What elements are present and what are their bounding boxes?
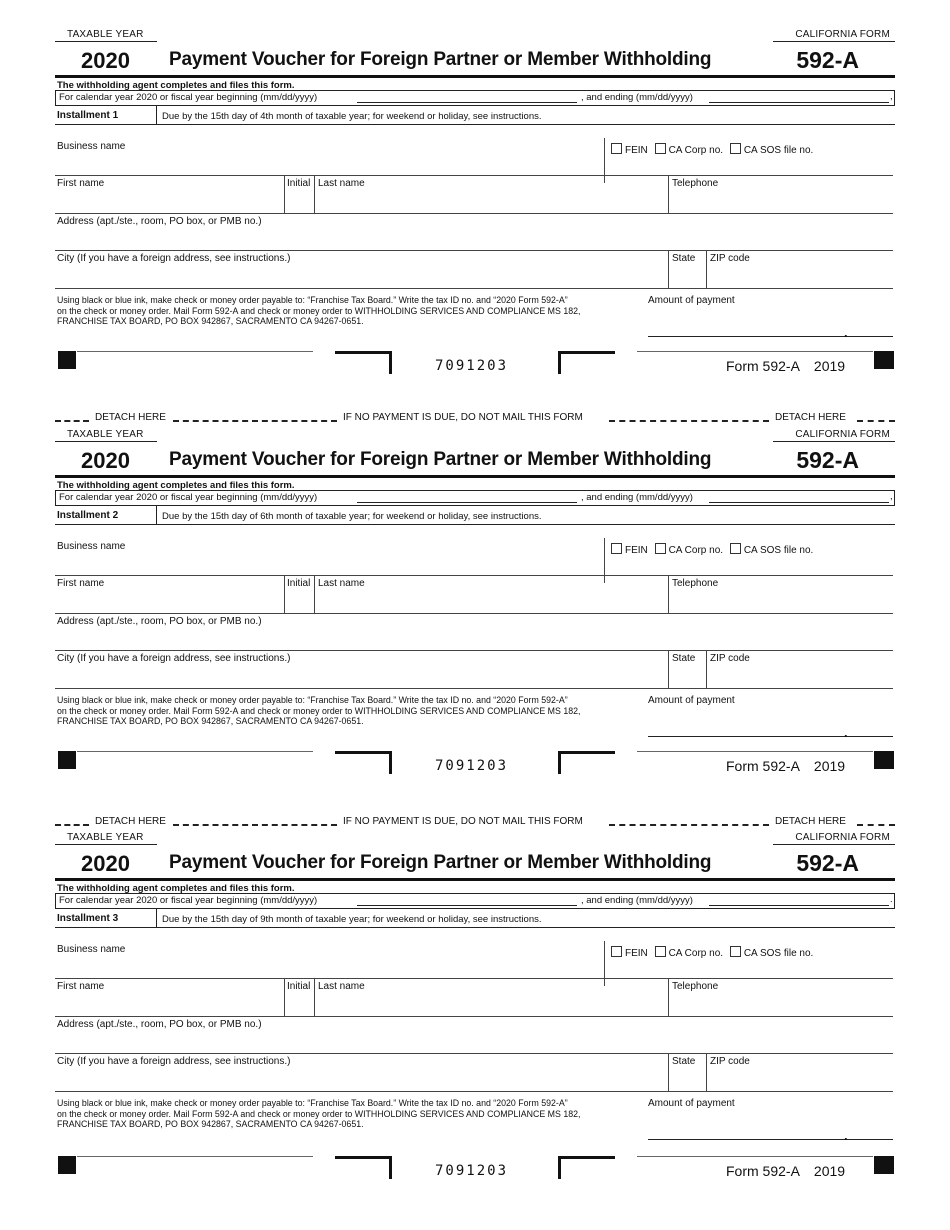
registration-mark-left	[58, 351, 76, 369]
ca-corp-checkbox[interactable]	[655, 543, 666, 554]
row-rule-business	[55, 175, 893, 176]
id-type-options	[607, 946, 813, 959]
fiscal-comma: ,	[890, 91, 893, 102]
scan-rule-left	[77, 351, 313, 352]
installment-rule	[55, 524, 895, 525]
amount-decimal-dot: .	[844, 1128, 848, 1143]
fein-checkbox[interactable]	[611, 143, 622, 154]
dash-segment	[609, 420, 769, 422]
row-rule-city	[55, 688, 893, 689]
fiscal-ending-label: , and ending (mm/dd/yyyy)	[581, 895, 693, 906]
instructions-line-2: on the check or money order. Mail Form 592-A and check or money order to WITHHOLDING SERVICES AND COMPLIANCE MS 182,	[57, 305, 581, 316]
installment-due-text: Due by the 15th day of 9th month of taxable year; for weekend or holiday, see instructions.	[162, 914, 542, 925]
california-form-label: CALIFORNIA FORM	[795, 832, 890, 843]
amount-field[interactable]	[648, 1139, 893, 1140]
instructions-line-1: Using black or blue ink, make check or money order payable to: “Franchise Tax Board.” Write the tax ID no. and “2020 Form 592-A”	[57, 295, 568, 305]
row-rule-address	[55, 650, 893, 651]
detach-line-1	[55, 412, 895, 426]
zip-divider	[706, 1053, 707, 1091]
form-title: Payment Voucher for Foreign Partner or Member Withholding	[169, 852, 712, 873]
installment-label: Installment 2	[57, 510, 119, 521]
instructions-line-3: FRANCHISE TAX BOARD, PO BOX 942867, SACRAMENTO CA 94267-0651.	[57, 716, 364, 726]
detach-center-label: IF NO PAYMENT IS DUE, DO NOT MAIL THIS FORM	[343, 412, 583, 423]
telephone-divider	[668, 575, 669, 613]
instructions-line-3: FRANCHISE TAX BOARD, PO BOX 942867, SACRAMENTO CA 94267-0651.	[57, 316, 364, 326]
scan-bracket-left	[335, 351, 392, 374]
detach-left-label: DETACH HERE	[95, 412, 166, 423]
installment-rule	[55, 124, 895, 125]
agent-note: The withholding agent completes and files this form.	[57, 883, 295, 894]
amount-field[interactable]	[648, 336, 893, 337]
fiscal-year-label: For calendar year 2020 or fiscal year beginning (mm/dd/yyyy)	[59, 895, 318, 906]
scan-rule-right	[637, 751, 873, 752]
zip-label: ZIP code	[710, 653, 750, 664]
last-name-label: Last name	[318, 578, 365, 589]
ca-sos-checkbox[interactable]	[730, 946, 741, 957]
scan-rule-left	[77, 751, 313, 752]
registration-mark-right	[874, 351, 894, 369]
scan-bracket-right	[558, 351, 615, 374]
last-name-label: Last name	[318, 178, 365, 189]
agent-note: The withholding agent completes and files this form.	[57, 80, 295, 91]
initial-label: Initial	[287, 981, 311, 992]
telephone-divider	[668, 175, 669, 213]
detach-center-label: IF NO PAYMENT IS DUE, DO NOT MAIL THIS FORM	[343, 816, 583, 827]
detach-left-label: DETACH HERE	[95, 816, 166, 827]
title-rule	[55, 75, 895, 78]
detach-right-label: DETACH HERE	[775, 816, 846, 827]
last-name-divider	[314, 978, 315, 1016]
form-number: 592-A	[796, 47, 859, 73]
state-label: State	[672, 1056, 696, 1067]
scanline-code: 7091203	[435, 758, 509, 774]
detach-line-2	[55, 816, 895, 830]
last-name-divider	[314, 575, 315, 613]
fein-label: FEIN	[625, 545, 648, 556]
mailing-instructions	[57, 295, 627, 327]
title-rule	[55, 475, 895, 478]
row-rule-name	[55, 613, 893, 614]
header-rule-left	[55, 41, 157, 42]
scan-rule-right	[637, 1156, 873, 1157]
telephone-divider	[668, 978, 669, 1016]
registration-mark-left	[58, 1156, 76, 1174]
installment-rule	[55, 927, 895, 928]
taxable-year-label: TAXABLE YEAR	[67, 429, 144, 440]
amount-decimal-dot: .	[844, 325, 848, 340]
fiscal-ending-label: , and ending (mm/dd/yyyy)	[581, 492, 693, 503]
instructions-line-2: on the check or money order. Mail Form 592-A and check or money order to WITHHOLDING SERVICES AND COMPLIANCE MS 182,	[57, 1108, 581, 1119]
installment-due-text: Due by the 15th day of 4th month of taxable year; for weekend or holiday, see instructions.	[162, 111, 542, 122]
last-name-divider	[314, 175, 315, 213]
scan-bracket-right	[558, 1156, 615, 1179]
last-name-label: Last name	[318, 981, 365, 992]
first-name-label: First name	[57, 178, 105, 189]
taxable-year: 2020	[81, 851, 130, 876]
address-label: Address (apt./ste., room, PO box, or PMB no.)	[57, 216, 262, 227]
zip-label: ZIP code	[710, 1056, 750, 1067]
voucher-installment-3	[55, 832, 895, 1212]
address-label: Address (apt./ste., room, PO box, or PMB no.)	[57, 616, 262, 627]
business-name-label: Business name	[57, 944, 126, 955]
fein-checkbox[interactable]	[611, 946, 622, 957]
voucher-installment-1	[55, 29, 895, 409]
title-rule	[55, 878, 895, 881]
amount-decimal-dot: .	[844, 725, 848, 740]
scan-bracket-right	[558, 751, 615, 774]
row-rule-business	[55, 575, 893, 576]
scan-bracket-left	[335, 751, 392, 774]
scanline-code: 7091203	[435, 1163, 509, 1179]
ca-corp-label: CA Corp no.	[668, 145, 724, 156]
row-rule-address	[55, 1053, 893, 1054]
initial-divider	[284, 978, 285, 1016]
address-label: Address (apt./ste., room, PO box, or PMB no.)	[57, 1019, 262, 1030]
fiscal-begin-field[interactable]	[357, 102, 577, 103]
mailing-instructions	[57, 1098, 627, 1130]
ca-sos-label: CA SOS file no.	[743, 948, 814, 959]
state-label: State	[672, 253, 696, 264]
california-form-label: CALIFORNIA FORM	[795, 429, 890, 440]
registration-mark-left	[58, 751, 76, 769]
fein-label: FEIN	[625, 145, 648, 156]
row-rule-business	[55, 978, 893, 979]
form-title: Payment Voucher for Foreign Partner or Member Withholding	[169, 449, 712, 470]
city-label: City (If you have a foreign address, see instructions.)	[57, 653, 291, 664]
taxable-year: 2020	[81, 48, 130, 73]
ca-corp-checkbox[interactable]	[655, 946, 666, 957]
ca-sos-checkbox[interactable]	[730, 543, 741, 554]
mailing-instructions	[57, 695, 627, 727]
row-rule-city	[55, 288, 893, 289]
header-rule-left	[55, 441, 157, 442]
ca-corp-label: CA Corp no.	[668, 545, 724, 556]
amount-label: Amount of payment	[648, 295, 735, 306]
fiscal-end-field[interactable]	[709, 502, 889, 503]
dash-segment	[173, 420, 337, 422]
installment-label: Installment 3	[57, 913, 119, 924]
row-rule-name	[55, 213, 893, 214]
fiscal-year-label: For calendar year 2020 or fiscal year beginning (mm/dd/yyyy)	[59, 92, 318, 103]
scan-bracket-left	[335, 1156, 392, 1179]
installment-due-text: Due by the 15th day of 6th month of taxable year; for weekend or holiday, see instructions.	[162, 511, 542, 522]
state-divider	[668, 250, 669, 288]
business-name-label: Business name	[57, 141, 126, 152]
amount-label: Amount of payment	[648, 695, 735, 706]
id-type-divider	[604, 941, 605, 986]
agent-note: The withholding agent completes and files this form.	[57, 480, 295, 491]
footer-year: 2019	[813, 1163, 846, 1179]
fiscal-begin-field[interactable]	[357, 905, 577, 906]
initial-divider	[284, 175, 285, 213]
row-rule-name	[55, 1016, 893, 1017]
telephone-label: Telephone	[672, 578, 719, 589]
fiscal-comma: ,	[890, 491, 893, 502]
state-divider	[668, 1053, 669, 1091]
footer-year: 2019	[813, 358, 846, 374]
initial-label: Initial	[287, 578, 311, 589]
id-type-divider	[604, 138, 605, 183]
registration-mark-right	[874, 1156, 894, 1174]
form-footer	[726, 358, 845, 374]
scanline-code: 7091203	[435, 358, 509, 374]
initial-label: Initial	[287, 178, 311, 189]
row-rule-address	[55, 250, 893, 251]
fiscal-begin-field[interactable]	[357, 502, 577, 503]
form-number: 592-A	[796, 447, 859, 473]
header-rule-right	[773, 41, 895, 42]
fein-checkbox[interactable]	[611, 543, 622, 554]
city-label: City (If you have a foreign address, see instructions.)	[57, 253, 291, 264]
footer-year: 2019	[813, 758, 846, 774]
form-footer	[726, 758, 845, 774]
business-name-label: Business name	[57, 541, 126, 552]
zip-divider	[706, 650, 707, 688]
dash-segment	[55, 824, 89, 826]
form-title: Payment Voucher for Foreign Partner or Member Withholding	[169, 49, 712, 70]
city-label: City (If you have a foreign address, see instructions.)	[57, 1056, 291, 1067]
fiscal-year-label: For calendar year 2020 or fiscal year beginning (mm/dd/yyyy)	[59, 492, 318, 503]
initial-divider	[284, 575, 285, 613]
form-number: 592-A	[796, 850, 859, 876]
header-rule-right	[773, 441, 895, 442]
footer-form-label: Form 592-A	[726, 758, 800, 774]
california-form-label: CALIFORNIA FORM	[795, 29, 890, 40]
instructions-line-1: Using black or blue ink, make check or money order payable to: “Franchise Tax Board.” Write the tax ID no. and “2020 Form 592-A”	[57, 1098, 568, 1108]
instructions-line-2: on the check or money order. Mail Form 592-A and check or money order to WITHHOLDING SERVICES AND COMPLIANCE MS 182,	[57, 705, 581, 716]
installment-divider	[156, 506, 157, 524]
ca-corp-checkbox[interactable]	[655, 143, 666, 154]
state-divider	[668, 650, 669, 688]
header-rule-right	[773, 844, 895, 845]
telephone-label: Telephone	[672, 178, 719, 189]
instructions-line-1: Using black or blue ink, make check or money order payable to: “Franchise Tax Board.” Write the tax ID no. and “2020 Form 592-A”	[57, 695, 568, 705]
detach-right-label: DETACH HERE	[775, 412, 846, 423]
dash-segment	[857, 824, 895, 826]
zip-divider	[706, 250, 707, 288]
taxable-year-label: TAXABLE YEAR	[67, 832, 144, 843]
registration-mark-right	[874, 751, 894, 769]
fein-label: FEIN	[625, 948, 648, 959]
amount-field[interactable]	[648, 736, 893, 737]
ca-sos-checkbox[interactable]	[730, 143, 741, 154]
ca-sos-label: CA SOS file no.	[743, 145, 814, 156]
fiscal-ending-label: , and ending (mm/dd/yyyy)	[581, 92, 693, 103]
state-label: State	[672, 653, 696, 664]
taxable-year: 2020	[81, 448, 130, 473]
id-type-options	[607, 143, 813, 156]
dash-segment	[609, 824, 769, 826]
first-name-label: First name	[57, 578, 105, 589]
installment-divider	[156, 106, 157, 124]
dash-segment	[173, 824, 337, 826]
fiscal-end-field[interactable]	[709, 102, 889, 103]
ca-sos-label: CA SOS file no.	[743, 545, 814, 556]
installment-divider	[156, 909, 157, 927]
amount-label: Amount of payment	[648, 1098, 735, 1109]
id-type-options	[607, 543, 813, 556]
dash-segment	[55, 420, 89, 422]
row-rule-city	[55, 1091, 893, 1092]
header-rule-left	[55, 844, 157, 845]
installment-label: Installment 1	[57, 110, 119, 121]
fiscal-end-field[interactable]	[709, 905, 889, 906]
dash-segment	[857, 420, 895, 422]
id-type-divider	[604, 538, 605, 583]
voucher-installment-2	[55, 429, 895, 809]
ca-corp-label: CA Corp no.	[668, 948, 724, 959]
fiscal-comma: .	[890, 894, 893, 905]
telephone-label: Telephone	[672, 981, 719, 992]
scan-rule-right	[637, 351, 873, 352]
form-footer	[726, 1163, 845, 1179]
scan-rule-left	[77, 1156, 313, 1157]
taxable-year-label: TAXABLE YEAR	[67, 29, 144, 40]
footer-form-label: Form 592-A	[726, 1163, 800, 1179]
zip-label: ZIP code	[710, 253, 750, 264]
instructions-line-3: FRANCHISE TAX BOARD, PO BOX 942867, SACRAMENTO CA 94267-0651.	[57, 1119, 364, 1129]
footer-form-label: Form 592-A	[726, 358, 800, 374]
first-name-label: First name	[57, 981, 105, 992]
